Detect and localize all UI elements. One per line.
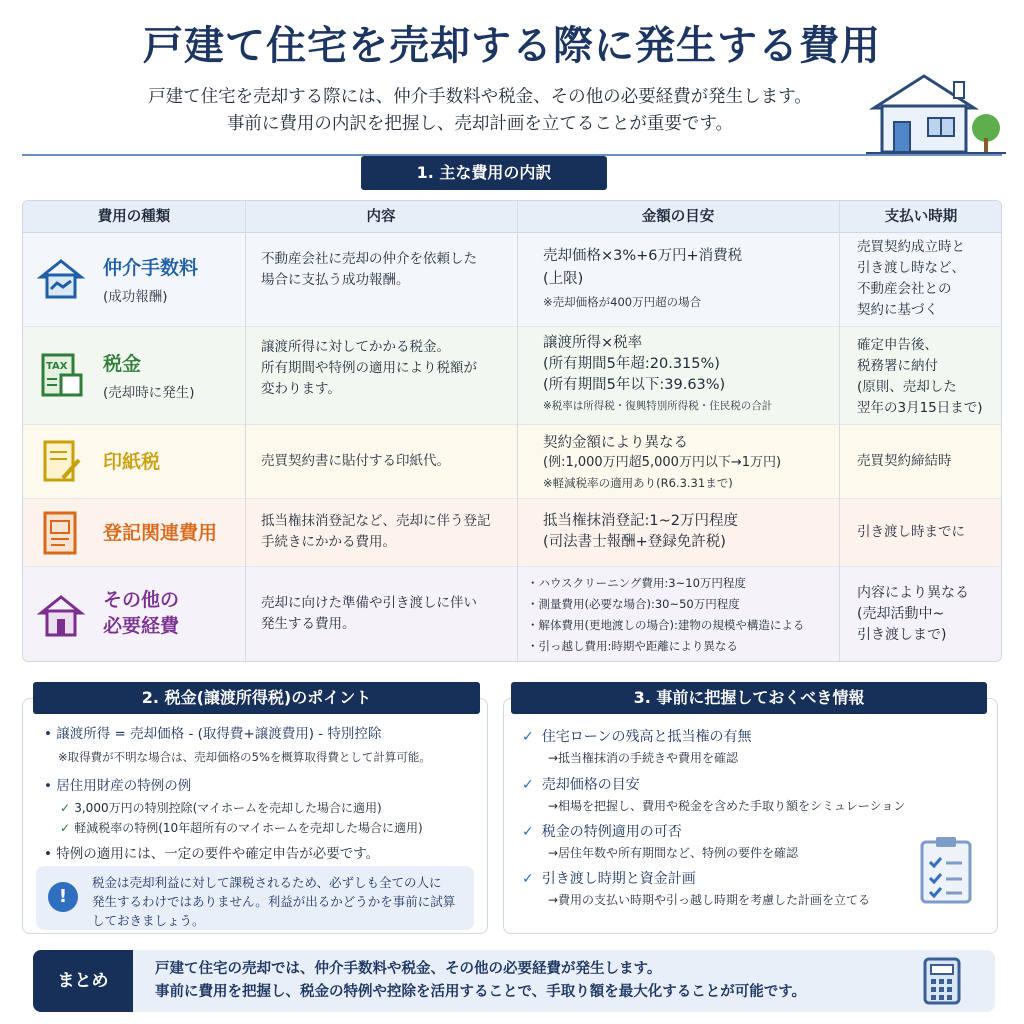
amount-line: 抵当権抹消登記:1~2万円程度 <box>543 513 738 529</box>
special-item-text: 軽減税率の特例(10年超所有のマイホームを売却した場合に適用) <box>74 821 423 835</box>
content-line: 手続きにかかる費用。 <box>261 534 396 550</box>
check-icon: ✓ <box>522 824 534 840</box>
timing-stamp <box>857 451 1002 472</box>
registry-document-icon <box>37 509 85 557</box>
handshake-house-icon <box>37 255 85 303</box>
type-name-stamp: 印紙税 <box>103 451 161 473</box>
timing-line: 不動産会社との <box>857 281 952 297</box>
amount-line: (所有期間5年以下:39.63%) <box>543 377 726 393</box>
cost-table <box>22 200 1002 662</box>
type-name-registration: 登記関連費用 <box>103 522 218 544</box>
check-item <box>522 821 922 863</box>
summary-text <box>155 958 935 1004</box>
check-item-title: 税金の特例適用の可否 <box>541 824 682 840</box>
table-row-brokerage <box>23 233 1002 327</box>
check-item-title: 住宅ローンの残高と抵当権の有無 <box>541 729 752 745</box>
special-item-text: 3,000万円の特別控除(マイホームを売却した場合に適用) <box>74 801 382 815</box>
svg-text:TAX: TAX <box>46 361 68 372</box>
amount-note: ※売却価格が400万円超の場合 <box>543 295 702 309</box>
page-title: 戸建て住宅を売却する際に発生する費用 <box>143 23 881 69</box>
amount-line: (例:1,000万円超5,000万円以下→1万円) <box>543 455 782 470</box>
check-item <box>522 868 922 910</box>
content-other <box>261 593 517 635</box>
content-line: 不動産会社に売却の仲介を依頼した <box>261 251 477 267</box>
callout-text <box>92 873 462 930</box>
timing-line: 引き渡しまで) <box>857 627 947 643</box>
amount-line: 売却価格×3%+6万円+消費税 <box>543 248 743 264</box>
check-item-title: 売却価格の目安 <box>541 777 640 793</box>
summary-line: 事前に費用を把握し、税金の特例や控除を活用することで、手取り額を最大化することが可能です。 <box>155 984 807 1000</box>
house-expense-icon <box>37 591 85 639</box>
stamp-document-icon <box>37 438 85 486</box>
timing-registration <box>857 522 1002 543</box>
summary-box <box>33 950 995 1012</box>
timing-line: 売買契約締結時 <box>857 453 952 469</box>
clipboard-checklist-icon <box>916 834 976 906</box>
amount-list-item: ・引っ越し費用:時期や距離により異なる <box>527 639 738 653</box>
timing-line: 翌年の3月15日まで) <box>857 400 983 416</box>
amount-tax <box>543 333 837 417</box>
special-bullet: • 居住用財産の特例の例 <box>44 778 192 794</box>
summary-line: 戸建て住宅の売却では、仲介手数料や税金、その他の必要経費が発生します。 <box>155 961 662 977</box>
formula-note: ※取得費が不明な場合は、売却価格の5%を概算取得費として計算可能。 <box>58 750 431 764</box>
content-line: 売買契約書に貼付する印紙代。 <box>261 453 450 469</box>
table-row-registration <box>23 499 1002 567</box>
type-sub-brokerage: (成功報酬) <box>103 289 168 305</box>
check-item-detail: →相場を把握し、費用や税金を含めた手取り額をシミュレーション <box>548 799 906 813</box>
amount-brokerage <box>543 245 833 314</box>
content-brokerage <box>261 249 511 291</box>
check-icon: ✓ <box>60 801 75 815</box>
check-icon: ✓ <box>522 729 534 745</box>
content-line: 発生する費用。 <box>261 616 356 632</box>
check-icon: ✓ <box>60 821 75 835</box>
table-row-other <box>23 567 1002 662</box>
info-icon: ! <box>48 882 78 912</box>
check-icon: ✓ <box>522 777 534 793</box>
content-stamp <box>261 451 511 472</box>
intro-line-1: 戸建て住宅を売却する際には、仲介手数料や税金、その他の必要経費が発生します。 <box>148 87 812 107</box>
header-timing: 支払い時期 <box>884 209 958 225</box>
check-item <box>522 726 922 768</box>
timing-brokerage <box>857 237 1002 321</box>
timing-line: 売買契約成立時と <box>857 239 965 255</box>
timing-line: 契約に基づく <box>857 302 938 318</box>
type-sub-tax: (売却時に発生) <box>103 385 195 401</box>
timing-line: (原則、売却した <box>857 379 957 395</box>
amount-line: (司法書士報酬+登録免許税) <box>543 534 726 550</box>
table-row-stamp <box>23 425 1002 499</box>
header-type: 費用の種類 <box>97 209 171 225</box>
check-item-title: 引き渡し時期と資金計画 <box>541 871 696 887</box>
amount-note: ※軽減税率の適用あり(R6.3.31まで) <box>543 476 733 490</box>
timing-line: 内容により異なる <box>857 585 969 601</box>
content-line: 場合に支払う成功報酬。 <box>261 272 410 288</box>
formula-bullet: • 譲渡所得 = 売却価格 - (取得費+譲渡費用) - 特別控除 <box>44 726 382 742</box>
content-registration <box>261 511 517 553</box>
amount-other <box>527 573 839 657</box>
content-line: 所有期間や特例の適用により税額が <box>261 360 477 376</box>
amount-stamp <box>543 433 837 493</box>
amount-registration <box>543 511 837 553</box>
timing-line: 引き渡し時など、 <box>857 260 965 276</box>
section-3-heading: 3. 事前に把握しておくべき情報 <box>511 682 987 714</box>
amount-list-item: ・ハウスクリーニング費用:3~10万円程度 <box>527 576 746 590</box>
timing-line: (売却活動中~ <box>857 606 945 622</box>
content-line: 変わります。 <box>261 381 341 397</box>
intro-text <box>90 84 870 138</box>
type-name-other <box>103 587 179 639</box>
timing-tax <box>857 335 1002 419</box>
requirement-bullet: • 特例の適用には、一定の要件や確定申告が必要です。 <box>44 846 380 862</box>
type-name-line: その他の <box>103 589 180 611</box>
column-divider <box>839 201 840 662</box>
header-amount: 金額の目安 <box>641 209 715 225</box>
summary-label: まとめ <box>33 950 133 1012</box>
content-line: 抵当権抹消登記など、売却に伴う登記 <box>261 513 491 529</box>
amount-line: (所有期間5年超:20.315%) <box>543 356 720 372</box>
amount-line: 譲渡所得×税率 <box>543 335 643 351</box>
type-name-tax: 税金 <box>103 353 142 375</box>
section-1-heading: 1. 主な費用の内訳 <box>361 156 607 190</box>
content-tax <box>261 337 515 400</box>
table-header-row <box>23 201 1002 233</box>
check-item-detail: →居住年数や所有期間など、特例の要件を確認 <box>548 846 799 860</box>
column-divider <box>517 201 518 662</box>
callout-line: しておきましょう。 <box>92 913 205 928</box>
callout-line: 発生するわけではありません。利益が出るかどうかを事前に試算 <box>92 894 456 909</box>
timing-line: 確定申告後、 <box>857 337 938 353</box>
header-content: 内容 <box>366 209 396 225</box>
section-2-heading: 2. 税金(譲渡所得税)のポイント <box>33 682 480 714</box>
special-item <box>60 798 382 818</box>
check-icon: ✓ <box>522 871 534 887</box>
type-name-brokerage: 仲介手数料 <box>103 257 199 279</box>
check-item <box>522 774 922 816</box>
column-divider <box>245 201 246 662</box>
table-row-tax <box>23 327 1002 425</box>
check-item-detail: →抵当権抹消の手続きや費用を確認 <box>548 751 739 765</box>
amount-line: 契約金額により異なる <box>543 435 688 451</box>
amount-note: ※税率は所得税・復興特別所得税・住民税の合計 <box>543 400 773 412</box>
callout-line: 税金は売却利益に対して課税されるため、必ずしも全ての人に <box>92 875 442 890</box>
amount-list-item: ・測量費用(必要な場合):30~50万円程度 <box>527 597 740 611</box>
check-item-detail: →費用の支払い時期や引っ越し時期を考慮した計画を立てる <box>548 893 871 907</box>
special-title: 居住用財産の特例の例 <box>56 778 192 794</box>
amount-list-item: ・解体費用(更地渡しの場合):建物の規模や構造による <box>527 618 805 632</box>
tax-callout <box>36 866 474 930</box>
timing-line: 引き渡し時までに <box>857 524 965 540</box>
house-illustration-icon <box>866 68 1006 158</box>
type-name-line: 必要経費 <box>103 615 180 637</box>
intro-line-2: 事前に費用の内訳を把握し、売却計画を立てることが重要です。 <box>226 114 734 134</box>
tax-document-icon <box>37 351 85 399</box>
requirement-text: 特例の適用には、一定の要件や確定申告が必要です。 <box>56 846 380 862</box>
content-line: 譲渡所得に対してかかる税金。 <box>261 339 450 355</box>
formula-text: 譲渡所得 = 売却価格 - (取得費+譲渡費用) - 特別控除 <box>56 726 382 742</box>
timing-other <box>857 583 1002 646</box>
timing-line: 税務署に納付 <box>857 358 938 374</box>
amount-line: (上限) <box>543 271 584 287</box>
content-line: 売却に向けた準備や引き渡しに伴い <box>261 595 477 611</box>
special-item <box>60 818 423 838</box>
calculator-icon <box>917 956 967 1006</box>
